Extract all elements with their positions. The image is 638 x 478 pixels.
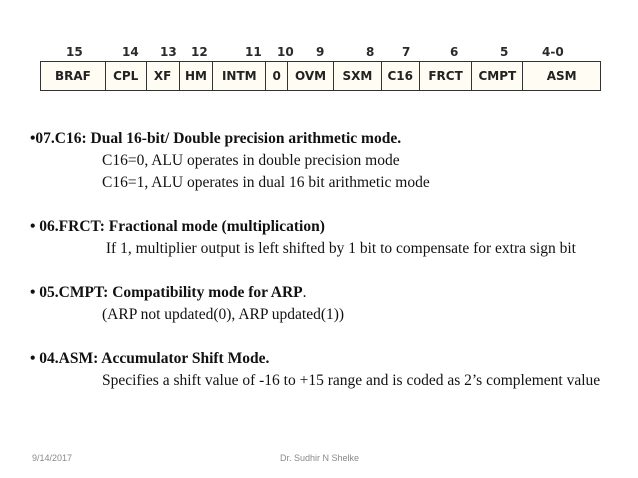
- section-line: C16=0, ALU operates in double precision mode: [102, 152, 400, 169]
- bit-number-row: [40, 44, 602, 60]
- bit-number: 12: [191, 45, 208, 59]
- section-line: (ARP not updated(0), ARP updated(1)): [102, 306, 345, 323]
- section-heading-row: [30, 282, 620, 304]
- register-field-xf: XF: [147, 62, 180, 90]
- register-field-frct: FRCT: [420, 62, 473, 90]
- register-field-intm: INTM: [213, 62, 266, 90]
- bit-number: 5: [500, 45, 509, 59]
- register-field-reserved-zero: 0: [266, 62, 288, 90]
- section-line: Specifies a shift value of -16 to +15 range and is coded as 2’s complement value: [102, 372, 601, 389]
- register-field-ovm: OVM: [288, 62, 334, 90]
- register-field-cpl: CPL: [106, 62, 147, 90]
- section-heading: • 04.ASM: Accumulator Shift Mode.: [30, 350, 270, 367]
- register-field-c16: C16: [382, 62, 420, 90]
- section-cmpt: [30, 282, 620, 326]
- section-heading-suffix: .: [302, 284, 307, 301]
- section-line: C16=1, ALU operates in dual 16 bit arithmetic mode: [102, 174, 430, 191]
- register-field-asm: ASM: [546, 69, 577, 83]
- status-register-diagram: [40, 61, 601, 91]
- register-field-braf: BRAF: [41, 62, 106, 90]
- bit-number: 14: [122, 45, 139, 59]
- section-heading: • 05.CMPT: Compatibility mode for ARP: [30, 284, 303, 301]
- bit-descriptions: [30, 128, 620, 414]
- bit-number: 7: [402, 45, 411, 59]
- bit-number: 8: [366, 45, 375, 59]
- bit-number: 15: [66, 45, 83, 59]
- bit-number: 13: [160, 45, 177, 59]
- section-heading: • 06.FRCT: Fractional mode (multiplication): [30, 218, 325, 235]
- footer-date: 9/14/2017: [32, 453, 73, 463]
- bit-number: 6: [450, 45, 459, 59]
- register-field-sxm: SXM: [334, 62, 382, 90]
- section-line: If 1, multiplier output is left shifted by 1 bit to compensate for extra sign bit: [102, 240, 576, 257]
- section-frct: [30, 216, 620, 260]
- register-field-hm: HM: [180, 62, 214, 90]
- bit-number: 10: [277, 45, 294, 59]
- section-c16: [30, 128, 620, 194]
- section-asm: [30, 348, 620, 392]
- bit-number: 4-0: [542, 45, 564, 59]
- register-field-cmpt: CMPT: [472, 62, 523, 90]
- section-heading: •07.C16: Dual 16-bit/ Double precision arithmetic mode.: [30, 130, 402, 147]
- bit-number: 11: [245, 45, 262, 59]
- footer-author: Dr. Sudhir N Shelke: [280, 453, 360, 463]
- bit-number: 9: [316, 45, 325, 59]
